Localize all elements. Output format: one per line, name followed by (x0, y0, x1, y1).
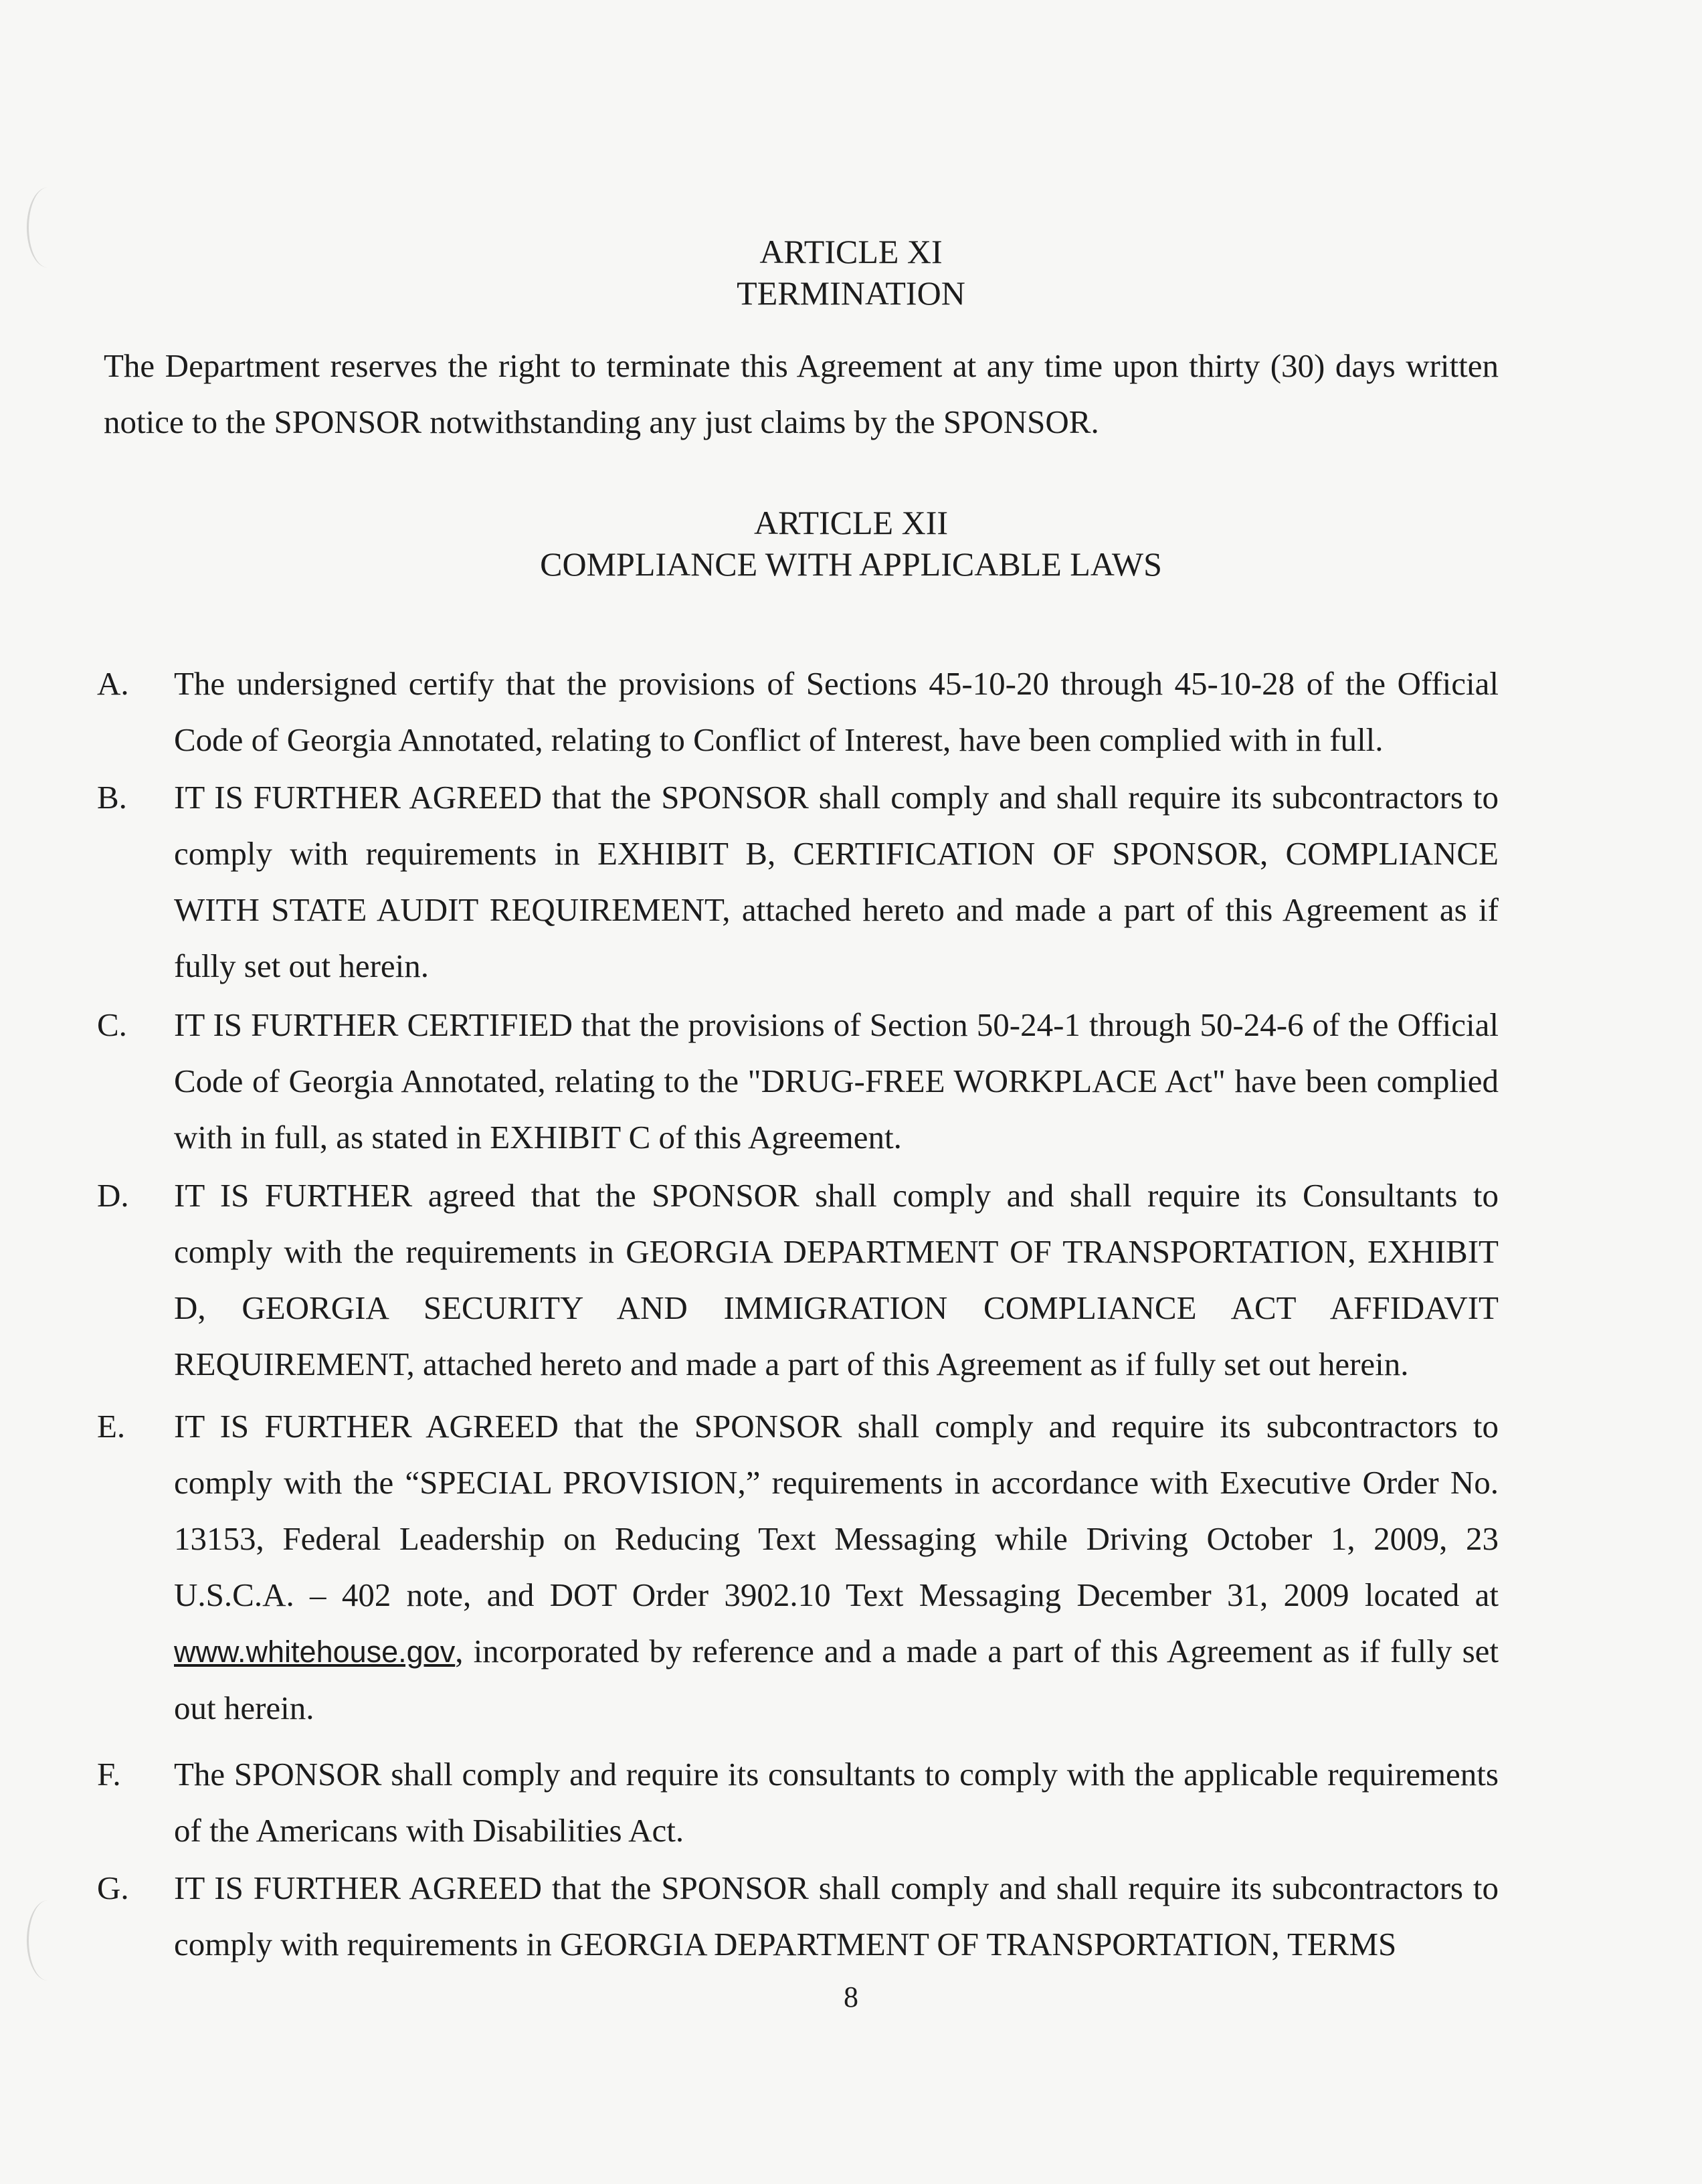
list-item-text: IT IS FURTHER CERTIFIED that the provisions of Section 50-24-1 through 50-24-6 of the Official Code of Georgia Annotated, relating to the "DRUG-FREE WORKPLACE Act" have been complied with in full, as stated in EXHIBIT C of this Agreement. (174, 1006, 1499, 1156)
termination-paragraph: The Department reserves the right to terminate this Agreement at any time upon thirty (30) days written notice to the SPONSOR notwithstanding any just claims by the SPONSOR. (104, 347, 1499, 440)
article-xii-title: ARTICLE XII (754, 504, 948, 541)
article-xi-heading (0, 231, 1702, 314)
list-item-letter: F. (97, 1756, 121, 1793)
list-item-letter: B. (97, 779, 127, 816)
article-xi-subtitle: TERMINATION (737, 274, 965, 312)
list-item-text: IT IS FURTHER AGREED that the SPONSOR shall comply and shall require its subcontractors to comply with requirements in EXHIBIT B, CERTIFICATION OF SPONSOR, COMPLIANCE WITH STATE AUDIT REQUIREMENT, attached hereto and made a part of this Agreement as if fully set out herein. (174, 779, 1499, 984)
scan-edge-mark (27, 1900, 69, 1981)
article-xi-title: ARTICLE XI (759, 233, 943, 270)
list-item-b (97, 769, 1499, 994)
list-item-a (97, 656, 1499, 768)
list-item-text: IT IS FURTHER agreed that the SPONSOR shall comply and shall require its Consultants to comply with the requirements in GEORGIA DEPARTMENT OF TRANSPORTATION, EXHIBIT D, GEORGIA SECURITY AND IMMIGRATION COMPLIANCE ACT AFFIDAVIT REQUIREMENT, attached hereto and made a part of this Agreement as if fully set out herein. (174, 1177, 1499, 1382)
page-number: 8 (844, 1981, 858, 2013)
list-item-c (97, 997, 1499, 1166)
list-item-text: The SPONSOR shall comply and require its consultants to comply with the applicable requirements of the Americans with Disabilities Act. (174, 1756, 1499, 1849)
article-xii-subtitle: COMPLIANCE WITH APPLICABLE LAWS (540, 545, 1162, 583)
list-item-g (97, 1860, 1499, 1973)
list-item-text: The undersigned certify that the provisions of Sections 45-10-20 through 45-10-28 of the Official Code of Georgia Annotated, relating to Conflict of Interest, have been complied with in full. (174, 665, 1499, 758)
list-item-text-before: IT IS FURTHER AGREED that the SPONSOR shall comply and require its subcontractors to comply with the “SPECIAL PROVISION,” requirements in accordance with Executive Order No. 13153, Federal Leadership on Reducing Text Messaging while Driving October 1, 2009, 23 U.S.C.A. – 402 note, and DOT Order 3902.10 Text Messaging December 31, 2009 located at (174, 1408, 1499, 1613)
list-item-text-after: , incorporated by reference and a made a part of this Agreement as if fully set out herein. (174, 1633, 1499, 1726)
list-item-letter: C. (97, 1006, 127, 1043)
list-item-text: IT IS FURTHER AGREED that the SPONSOR shall comply and shall require its subcontractors to comply with requirements in GEORGIA DEPARTMENT OF TRANSPORTATION, TERMS (174, 1870, 1499, 1963)
list-item-d (97, 1168, 1499, 1392)
list-item-letter: E. (97, 1408, 126, 1445)
article-xii-heading (0, 502, 1702, 585)
list-item-f (97, 1746, 1499, 1859)
list-item-letter: G. (97, 1870, 129, 1906)
list-item-text (174, 1398, 1499, 1736)
list-item-letter: A. (97, 665, 129, 702)
list-item-letter: D. (97, 1177, 129, 1214)
whitehouse-link[interactable]: www.whitehouse.gov (174, 1635, 456, 1669)
list-item-e (97, 1398, 1499, 1736)
